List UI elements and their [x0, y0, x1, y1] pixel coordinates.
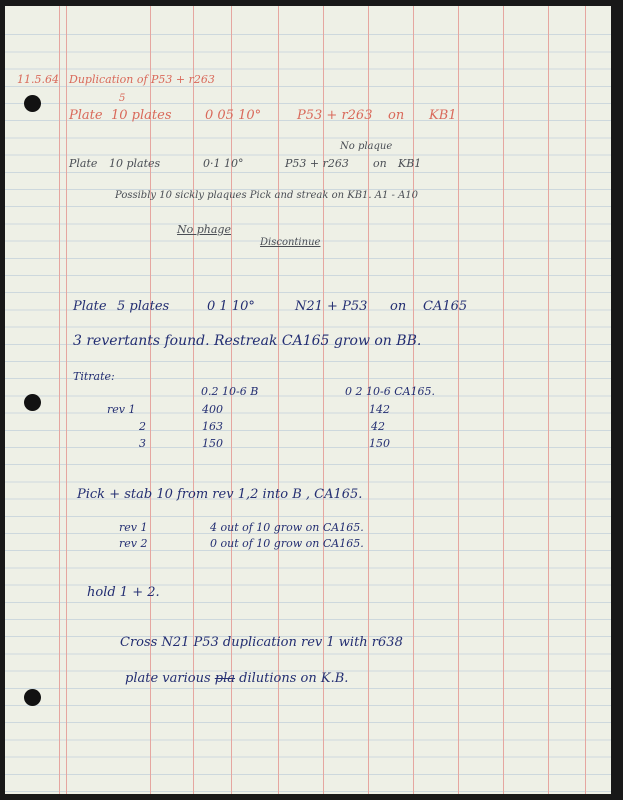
grey-plates-count: 10 plates	[109, 157, 161, 170]
discontinue-note: Discontinue	[260, 237, 321, 248]
binder-hole	[24, 394, 41, 411]
column-line	[548, 6, 549, 794]
titrate-value-b: 400	[202, 403, 223, 416]
titrate-value-b: 150	[202, 437, 223, 450]
titrate-value-ca165: 150	[369, 437, 390, 450]
rev1-result: 4 out of 10 grow on CA165.	[210, 521, 364, 534]
plate-on: on	[390, 299, 407, 314]
red-plates-count: 10 plates	[111, 108, 172, 123]
grey-plate-label: Plate	[69, 157, 98, 170]
plate-strain: CA165	[423, 299, 468, 314]
col-header-b: 0.2 10-6 B	[201, 385, 259, 398]
plate-various-line	[125, 672, 348, 685]
column-line	[503, 6, 504, 794]
grey-on: on	[373, 157, 387, 170]
revertants-line: 3 revertants found. Restreak CA165 grow on BB.	[73, 333, 422, 349]
grey-note-line: Possibly 10 sickly plaques Pick and streak on KB1. A1 - A10	[115, 190, 419, 201]
red-plates-correction: 5	[119, 93, 126, 104]
plate-dose: 0 1 10°	[207, 299, 255, 314]
titrate-value-b: 163	[202, 420, 223, 433]
entry-date: 11.5.64	[17, 73, 59, 86]
red-cross: P53 + r263	[297, 108, 373, 123]
titrate-value-ca165: 142	[369, 403, 390, 416]
no-plaque-note: No plaque	[340, 141, 393, 152]
red-on: on	[388, 108, 405, 123]
titrate-row-label: 2	[139, 420, 146, 433]
column-line	[368, 6, 369, 794]
plate-cross: N21 + P53	[295, 299, 368, 314]
titrate-value-ca165: 42	[371, 420, 385, 433]
margin-line	[66, 6, 67, 794]
pick-stab-line: Pick + stab 10 from rev 1,2 into B , CA165.	[77, 487, 363, 502]
rev2-result: 0 out of 10 grow on CA165.	[210, 537, 364, 550]
rev1-label: rev 1	[119, 521, 148, 534]
column-line	[585, 6, 586, 794]
hold-line: hold 1 + 2.	[87, 585, 160, 600]
grey-cross: P53 + r263	[285, 157, 349, 170]
margin-line	[59, 6, 60, 794]
rev2-label: rev 2	[119, 537, 148, 550]
column-line	[458, 6, 459, 794]
column-line	[413, 6, 414, 794]
titrate-row-label: rev 1	[107, 403, 136, 416]
plate-label: Plate	[73, 299, 107, 314]
notebook-page	[5, 6, 611, 794]
red-dose: 0 05 10°	[205, 108, 262, 123]
red-strain: KB1	[429, 108, 457, 123]
titrate-label: Titrate:	[73, 370, 115, 383]
binder-hole	[24, 689, 41, 706]
col-header-ca165: 0 2 10-6 CA165.	[345, 385, 436, 398]
plate-various-start: plate various	[125, 671, 211, 686]
grey-strain: KB1	[398, 157, 422, 170]
plate-various-end: dilutions on K.B.	[239, 671, 349, 686]
entry-title: Duplication of P53 + r263	[69, 73, 215, 86]
red-plate-label: Plate	[69, 108, 103, 123]
grey-dose: 0·1 10°	[203, 157, 244, 170]
plates-count: 5 plates	[117, 299, 170, 314]
titrate-row-label: 3	[139, 437, 146, 450]
binder-hole	[24, 95, 41, 112]
cross-line: Cross N21 P53 duplication rev 1 with r638	[120, 635, 403, 650]
no-phage-note: No phage	[177, 223, 231, 236]
crossed-out-text: pla	[214, 671, 235, 686]
